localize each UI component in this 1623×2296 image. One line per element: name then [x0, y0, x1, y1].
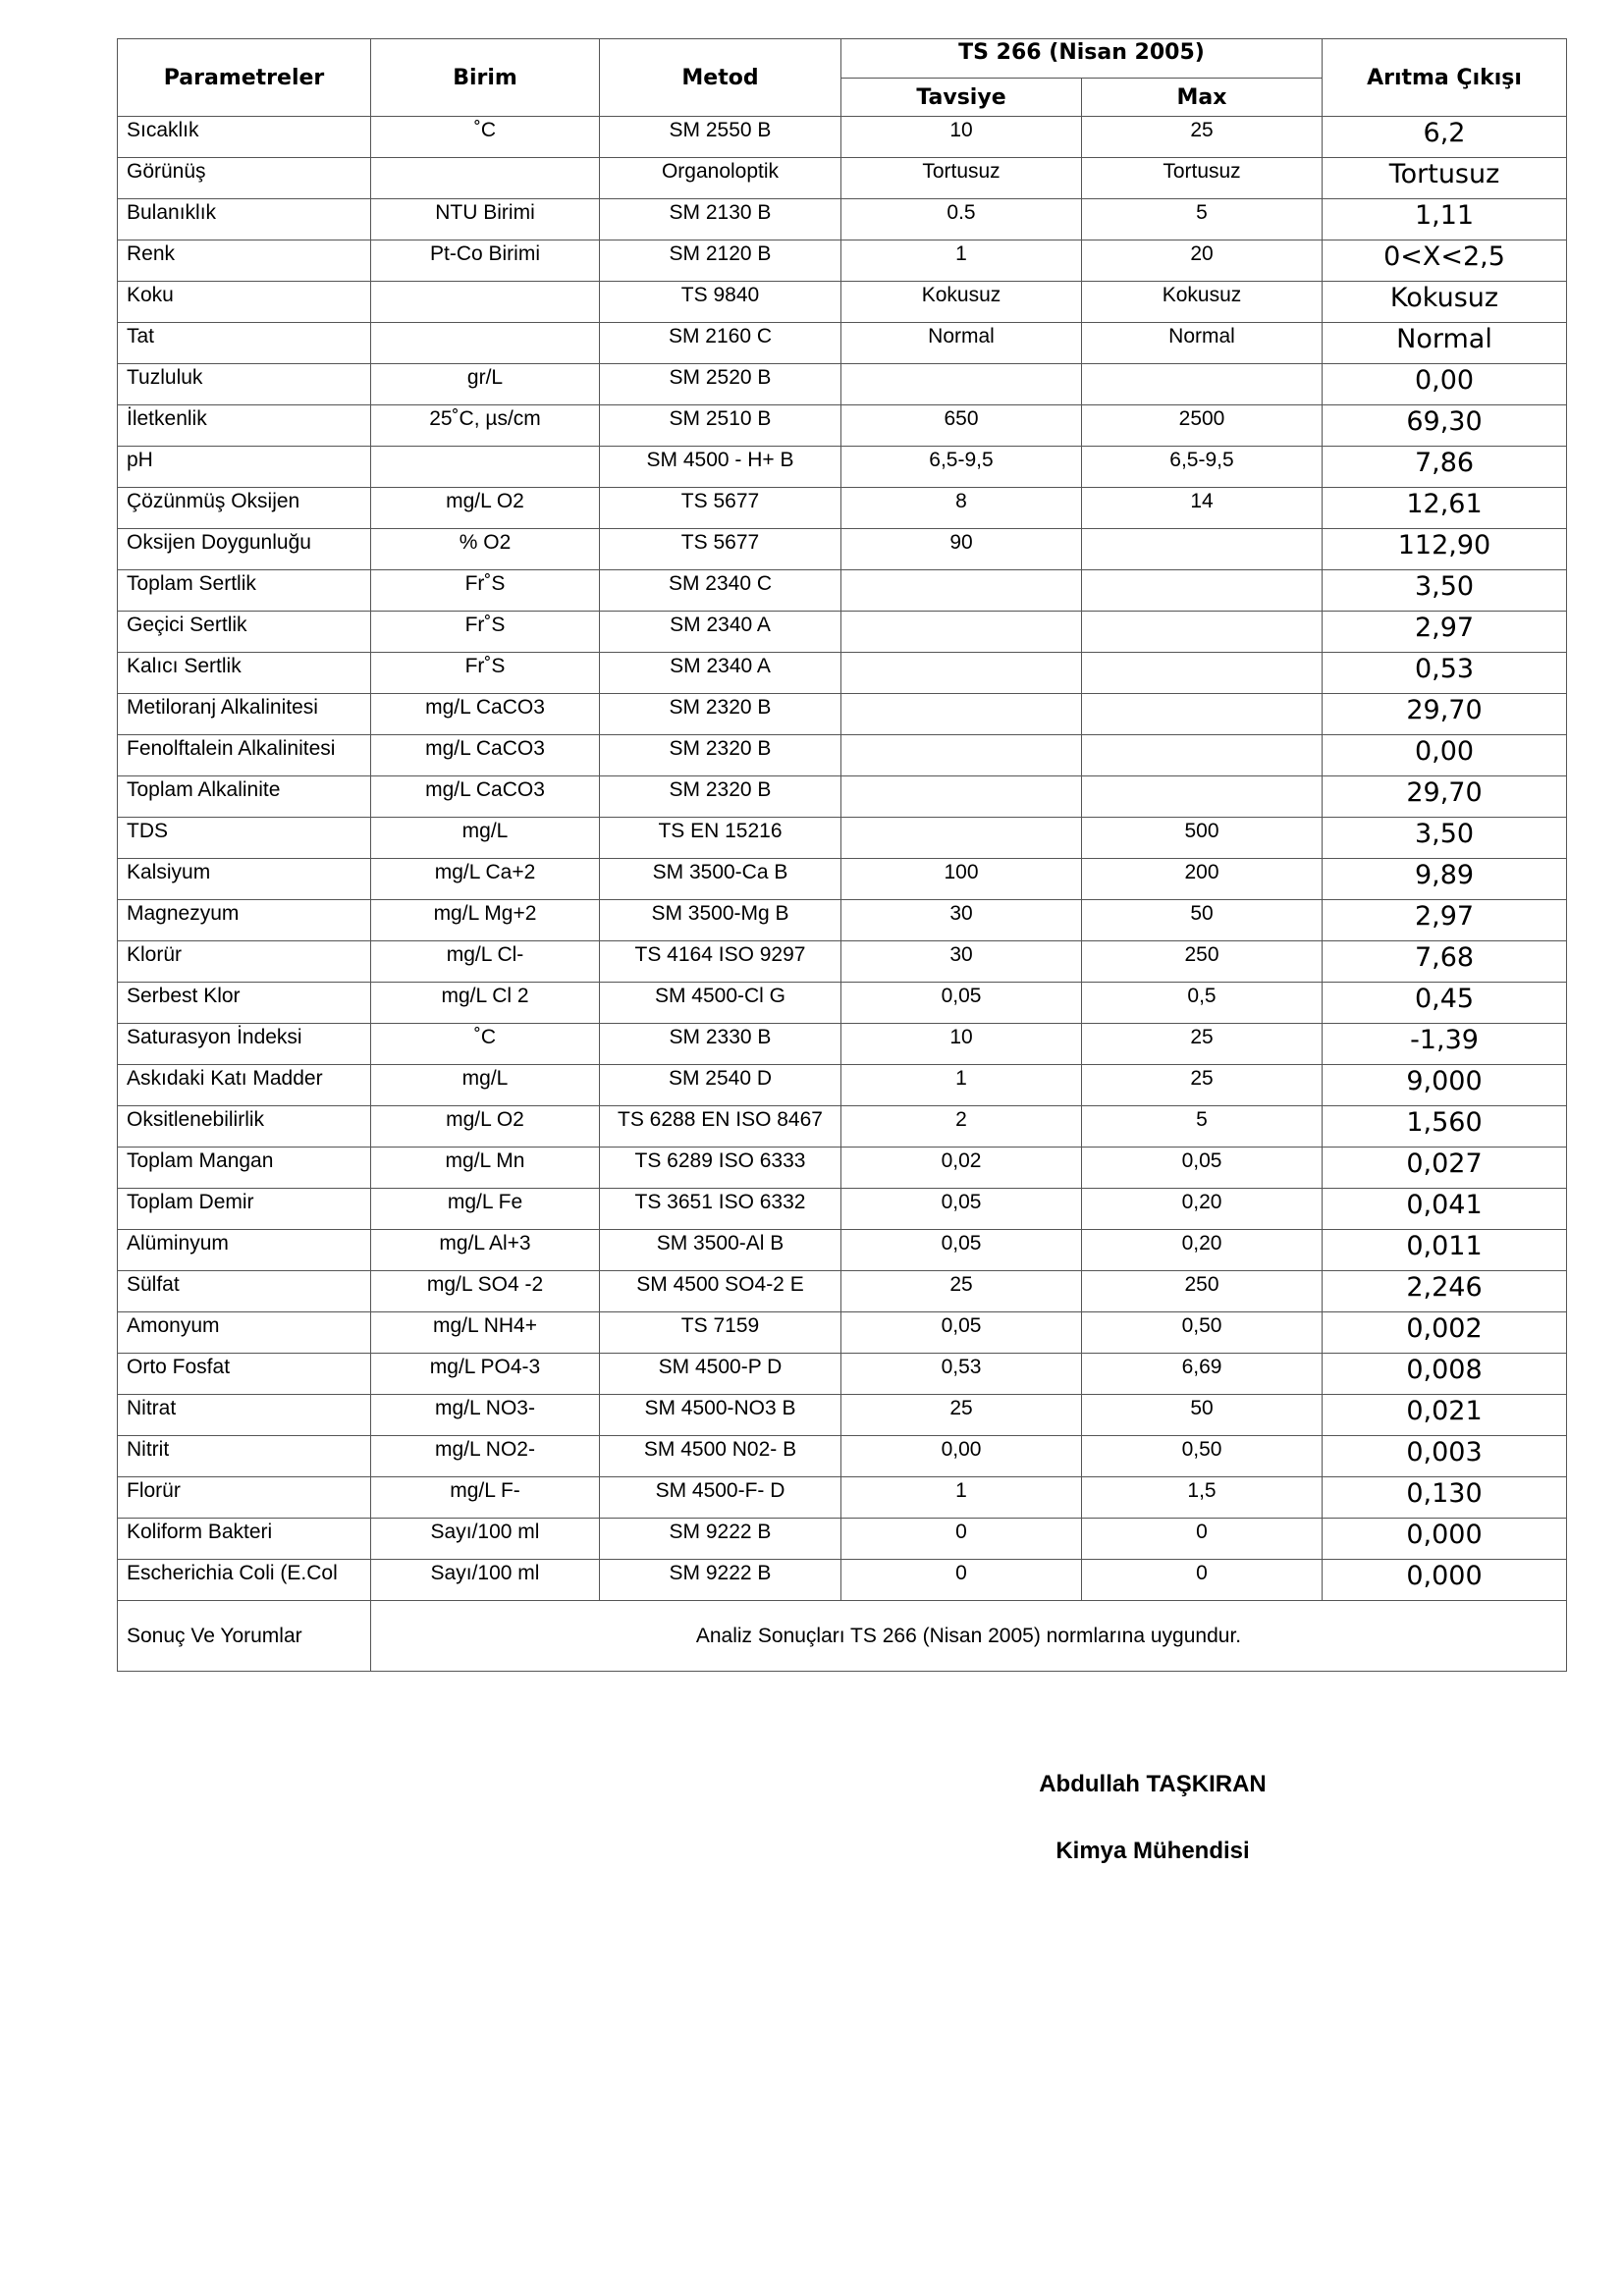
table-row — [118, 1477, 1567, 1519]
cell-result: 2,246 — [1323, 1271, 1567, 1312]
table-row — [118, 405, 1567, 447]
header-unit: Birim — [371, 39, 600, 117]
cell-parameter: Toplam Demir — [118, 1189, 371, 1230]
cell-recommended: 0,05 — [841, 1230, 1082, 1271]
cell-recommended: 0,00 — [841, 1436, 1082, 1477]
cell-method: TS 7159 — [600, 1312, 841, 1354]
cell-max: 0,05 — [1082, 1148, 1323, 1189]
cell-result: 0,041 — [1323, 1189, 1567, 1230]
cell-max: 0,20 — [1082, 1230, 1323, 1271]
cell-unit: 25˚C, µs/cm — [371, 405, 600, 447]
table-row — [118, 1106, 1567, 1148]
header-row — [118, 39, 1567, 79]
cell-result: 0,000 — [1323, 1519, 1567, 1560]
cell-max — [1082, 735, 1323, 776]
cell-result: 1,560 — [1323, 1106, 1567, 1148]
cell-recommended — [841, 612, 1082, 653]
cell-parameter: Oksitlenebilirlik — [118, 1106, 371, 1148]
cell-result: 6,2 — [1323, 117, 1567, 158]
cell-max: 0,50 — [1082, 1436, 1323, 1477]
cell-recommended: 10 — [841, 1024, 1082, 1065]
cell-recommended — [841, 735, 1082, 776]
cell-method: SM 2320 B — [600, 735, 841, 776]
cell-result: 0,011 — [1323, 1230, 1567, 1271]
cell-parameter: Florür — [118, 1477, 371, 1519]
cell-parameter: Saturasyon İndeksi — [118, 1024, 371, 1065]
cell-parameter: Escherichia Coli (E.Col — [118, 1560, 371, 1601]
cell-unit: mg/L — [371, 1065, 600, 1106]
cell-result: 112,90 — [1323, 529, 1567, 570]
cell-max — [1082, 364, 1323, 405]
cell-parameter: Çözünmüş Oksijen — [118, 488, 371, 529]
cell-parameter: Nitrat — [118, 1395, 371, 1436]
cell-max: 5 — [1082, 199, 1323, 240]
table-row — [118, 735, 1567, 776]
cell-method: SM 9222 B — [600, 1560, 841, 1601]
cell-result: 9,89 — [1323, 859, 1567, 900]
cell-unit: mg/L Al+3 — [371, 1230, 600, 1271]
cell-unit — [371, 447, 600, 488]
cell-recommended: 0 — [841, 1560, 1082, 1601]
signature-title: Kimya Mühendisi — [1055, 1838, 1250, 1864]
cell-max: 25 — [1082, 117, 1323, 158]
table-row — [118, 983, 1567, 1024]
cell-recommended: 30 — [841, 941, 1082, 983]
cell-method: SM 2320 B — [600, 694, 841, 735]
table-row — [118, 900, 1567, 941]
cell-method: SM 4500-Cl G — [600, 983, 841, 1024]
table-row — [118, 364, 1567, 405]
cell-parameter: Amonyum — [118, 1312, 371, 1354]
table-row — [118, 240, 1567, 282]
cell-unit — [371, 158, 600, 199]
cell-recommended: Kokusuz — [841, 282, 1082, 323]
cell-parameter: Sülfat — [118, 1271, 371, 1312]
cell-parameter: Fenolftalein Alkalinitesi — [118, 735, 371, 776]
summary-text: Analiz Sonuçları TS 266 (Nisan 2005) normlarına uygundur. — [371, 1601, 1567, 1672]
cell-parameter: Kalsiyum — [118, 859, 371, 900]
cell-unit: mg/L F- — [371, 1477, 600, 1519]
table-row — [118, 1312, 1567, 1354]
cell-max: 50 — [1082, 900, 1323, 941]
cell-max: Kokusuz — [1082, 282, 1323, 323]
cell-parameter: Toplam Sertlik — [118, 570, 371, 612]
cell-method: SM 4500-F- D — [600, 1477, 841, 1519]
cell-max: 250 — [1082, 941, 1323, 983]
cell-result: 2,97 — [1323, 612, 1567, 653]
table-row — [118, 776, 1567, 818]
cell-parameter: Tuzluluk — [118, 364, 371, 405]
cell-recommended: 650 — [841, 405, 1082, 447]
cell-result: 0,00 — [1323, 735, 1567, 776]
table-row — [118, 1189, 1567, 1230]
cell-recommended: 6,5-9,5 — [841, 447, 1082, 488]
cell-recommended: 1 — [841, 1477, 1082, 1519]
cell-parameter: Bulanıklık — [118, 199, 371, 240]
header-recommended: Tavsiye — [841, 79, 1082, 117]
cell-parameter: Askıdaki Katı Madder — [118, 1065, 371, 1106]
cell-result: Kokusuz — [1323, 282, 1567, 323]
cell-parameter: Metiloranj Alkalinitesi — [118, 694, 371, 735]
cell-unit: mg/L PO4-3 — [371, 1354, 600, 1395]
cell-recommended — [841, 694, 1082, 735]
cell-max — [1082, 694, 1323, 735]
cell-max: 200 — [1082, 859, 1323, 900]
cell-max — [1082, 776, 1323, 818]
cell-result: 29,70 — [1323, 776, 1567, 818]
table-row — [118, 323, 1567, 364]
signature-name: Abdullah TAŞKIRAN — [1039, 1771, 1267, 1797]
cell-max: 0 — [1082, 1519, 1323, 1560]
cell-recommended — [841, 818, 1082, 859]
cell-max: 500 — [1082, 818, 1323, 859]
cell-unit — [371, 282, 600, 323]
cell-method: TS EN 15216 — [600, 818, 841, 859]
cell-recommended — [841, 653, 1082, 694]
cell-recommended: 30 — [841, 900, 1082, 941]
table-row — [118, 653, 1567, 694]
cell-unit: mg/L Mn — [371, 1148, 600, 1189]
table-row — [118, 1436, 1567, 1477]
cell-method: SM 4500 SO4-2 E — [600, 1271, 841, 1312]
cell-recommended: 0,05 — [841, 983, 1082, 1024]
cell-method: SM 4500 N02- B — [600, 1436, 841, 1477]
table-row — [118, 488, 1567, 529]
header-standard: TS 266 (Nisan 2005) — [841, 39, 1323, 79]
cell-parameter: Magnezyum — [118, 900, 371, 941]
cell-parameter: TDS — [118, 818, 371, 859]
cell-result: 7,68 — [1323, 941, 1567, 983]
cell-unit: mg/L Cl- — [371, 941, 600, 983]
cell-max — [1082, 653, 1323, 694]
cell-recommended: 8 — [841, 488, 1082, 529]
cell-parameter: İletkenlik — [118, 405, 371, 447]
table-row — [118, 1560, 1567, 1601]
cell-method: SM 2340 A — [600, 612, 841, 653]
cell-parameter: Geçici Sertlik — [118, 612, 371, 653]
cell-result: 0,00 — [1323, 364, 1567, 405]
cell-recommended — [841, 364, 1082, 405]
cell-method: SM 4500-NO3 B — [600, 1395, 841, 1436]
cell-unit: mg/L — [371, 818, 600, 859]
table-row — [118, 1230, 1567, 1271]
cell-result: 0,021 — [1323, 1395, 1567, 1436]
cell-method: TS 9840 — [600, 282, 841, 323]
table-row — [118, 199, 1567, 240]
cell-method: SM 2330 B — [600, 1024, 841, 1065]
cell-unit: Sayı/100 ml — [371, 1519, 600, 1560]
table-row — [118, 694, 1567, 735]
cell-method: TS 3651 ISO 6332 — [600, 1189, 841, 1230]
cell-result: 1,11 — [1323, 199, 1567, 240]
cell-recommended: 0,02 — [841, 1148, 1082, 1189]
table-row — [118, 1354, 1567, 1395]
cell-result: 7,86 — [1323, 447, 1567, 488]
cell-max: Tortusuz — [1082, 158, 1323, 199]
cell-recommended: 2 — [841, 1106, 1082, 1148]
cell-max: 250 — [1082, 1271, 1323, 1312]
cell-parameter: Klorür — [118, 941, 371, 983]
cell-parameter: Koliform Bakteri — [118, 1519, 371, 1560]
cell-max — [1082, 570, 1323, 612]
table-row — [118, 859, 1567, 900]
cell-unit: NTU Birimi — [371, 199, 600, 240]
cell-recommended: 100 — [841, 859, 1082, 900]
cell-recommended: 0,53 — [841, 1354, 1082, 1395]
cell-result: -1,39 — [1323, 1024, 1567, 1065]
cell-method: SM 3500-Al B — [600, 1230, 841, 1271]
cell-unit: Fr˚S — [371, 653, 600, 694]
cell-unit: ˚C — [371, 1024, 600, 1065]
cell-parameter: Tat — [118, 323, 371, 364]
cell-recommended — [841, 776, 1082, 818]
cell-method: SM 4500-P D — [600, 1354, 841, 1395]
cell-recommended: 10 — [841, 117, 1082, 158]
cell-max: 25 — [1082, 1024, 1323, 1065]
cell-unit: mg/L CaCO3 — [371, 735, 600, 776]
cell-parameter: Görünüş — [118, 158, 371, 199]
cell-method: TS 5677 — [600, 529, 841, 570]
cell-result: 0<X<2,5 — [1323, 240, 1567, 282]
cell-method: SM 2120 B — [600, 240, 841, 282]
cell-parameter: pH — [118, 447, 371, 488]
cell-parameter: Toplam Alkalinite — [118, 776, 371, 818]
cell-recommended: Normal — [841, 323, 1082, 364]
cell-unit: gr/L — [371, 364, 600, 405]
cell-result: 9,000 — [1323, 1065, 1567, 1106]
table-row — [118, 447, 1567, 488]
cell-unit: % O2 — [371, 529, 600, 570]
cell-unit: Pt-Co Birimi — [371, 240, 600, 282]
cell-max: 5 — [1082, 1106, 1323, 1148]
cell-result: 69,30 — [1323, 405, 1567, 447]
cell-result: 29,70 — [1323, 694, 1567, 735]
cell-unit: mg/L NH4+ — [371, 1312, 600, 1354]
cell-parameter: Nitrit — [118, 1436, 371, 1477]
cell-recommended: 0,05 — [841, 1312, 1082, 1354]
cell-max — [1082, 529, 1323, 570]
cell-result: 3,50 — [1323, 818, 1567, 859]
cell-max: 14 — [1082, 488, 1323, 529]
cell-max: 25 — [1082, 1065, 1323, 1106]
cell-max: 0 — [1082, 1560, 1323, 1601]
cell-method: SM 2540 D — [600, 1065, 841, 1106]
cell-recommended: 25 — [841, 1271, 1082, 1312]
table-row — [118, 1024, 1567, 1065]
table-row — [118, 612, 1567, 653]
cell-max: 2500 — [1082, 405, 1323, 447]
cell-method: SM 9222 B — [600, 1519, 841, 1560]
cell-unit: mg/L CaCO3 — [371, 776, 600, 818]
cell-recommended: 0.5 — [841, 199, 1082, 240]
header-max: Max — [1082, 79, 1323, 117]
cell-max: 20 — [1082, 240, 1323, 282]
cell-max — [1082, 612, 1323, 653]
cell-unit: mg/L O2 — [371, 488, 600, 529]
header-result: Arıtma Çıkışı — [1323, 39, 1567, 117]
header-parameter: Parametreler — [118, 39, 371, 117]
cell-method: SM 2520 B — [600, 364, 841, 405]
cell-max: 6,69 — [1082, 1354, 1323, 1395]
cell-max: 0,5 — [1082, 983, 1323, 1024]
cell-parameter: Kalıcı Sertlik — [118, 653, 371, 694]
table-row — [118, 1519, 1567, 1560]
cell-recommended: 90 — [841, 529, 1082, 570]
cell-method: SM 3500-Ca B — [600, 859, 841, 900]
cell-method: SM 2550 B — [600, 117, 841, 158]
cell-unit: mg/L NO3- — [371, 1395, 600, 1436]
cell-recommended: Tortusuz — [841, 158, 1082, 199]
table-row — [118, 941, 1567, 983]
table-row — [118, 1395, 1567, 1436]
cell-unit: Sayı/100 ml — [371, 1560, 600, 1601]
cell-parameter: Toplam Mangan — [118, 1148, 371, 1189]
cell-method: SM 2340 C — [600, 570, 841, 612]
cell-result: 3,50 — [1323, 570, 1567, 612]
cell-max: Normal — [1082, 323, 1323, 364]
cell-max: 0,50 — [1082, 1312, 1323, 1354]
cell-result: 0,002 — [1323, 1312, 1567, 1354]
cell-method: SM 2340 A — [600, 653, 841, 694]
cell-parameter: Alüminyum — [118, 1230, 371, 1271]
cell-method: TS 5677 — [600, 488, 841, 529]
table-row — [118, 1148, 1567, 1189]
cell-method: SM 2510 B — [600, 405, 841, 447]
cell-unit — [371, 323, 600, 364]
cell-unit: mg/L Ca+2 — [371, 859, 600, 900]
cell-result: 0,008 — [1323, 1354, 1567, 1395]
cell-method: SM 2320 B — [600, 776, 841, 818]
table-row — [118, 529, 1567, 570]
cell-recommended: 1 — [841, 240, 1082, 282]
cell-unit: mg/L NO2- — [371, 1436, 600, 1477]
cell-method: TS 6288 EN ISO 8467 — [600, 1106, 841, 1148]
cell-unit: mg/L CaCO3 — [371, 694, 600, 735]
cell-method: Organoloptik — [600, 158, 841, 199]
cell-unit: ˚C — [371, 117, 600, 158]
cell-result: 0,130 — [1323, 1477, 1567, 1519]
cell-recommended: 25 — [841, 1395, 1082, 1436]
analysis-table — [117, 38, 1567, 1672]
table-row — [118, 1065, 1567, 1106]
cell-result: 12,61 — [1323, 488, 1567, 529]
header-method: Metod — [600, 39, 841, 117]
summary-label: Sonuç Ve Yorumlar — [118, 1601, 371, 1672]
cell-unit: mg/L O2 — [371, 1106, 600, 1148]
cell-recommended: 1 — [841, 1065, 1082, 1106]
cell-method: SM 2130 B — [600, 199, 841, 240]
cell-parameter: Serbest Klor — [118, 983, 371, 1024]
cell-recommended — [841, 570, 1082, 612]
cell-unit: Fr˚S — [371, 612, 600, 653]
cell-parameter: Orto Fosfat — [118, 1354, 371, 1395]
cell-result: 0,027 — [1323, 1148, 1567, 1189]
cell-max: 50 — [1082, 1395, 1323, 1436]
table-row — [118, 158, 1567, 199]
cell-recommended: 0,05 — [841, 1189, 1082, 1230]
table-row — [118, 570, 1567, 612]
cell-result: 0,45 — [1323, 983, 1567, 1024]
cell-unit: mg/L Cl 2 — [371, 983, 600, 1024]
cell-parameter: Renk — [118, 240, 371, 282]
cell-unit: Fr˚S — [371, 570, 600, 612]
cell-result: Tortusuz — [1323, 158, 1567, 199]
cell-unit: mg/L Fe — [371, 1189, 600, 1230]
cell-method: TS 4164 ISO 9297 — [600, 941, 841, 983]
cell-method: SM 4500 - H+ B — [600, 447, 841, 488]
cell-result: 2,97 — [1323, 900, 1567, 941]
table-row — [118, 117, 1567, 158]
cell-method: SM 2160 C — [600, 323, 841, 364]
cell-result: 0,003 — [1323, 1436, 1567, 1477]
cell-max: 6,5-9,5 — [1082, 447, 1323, 488]
cell-parameter: Koku — [118, 282, 371, 323]
cell-result: 0,000 — [1323, 1560, 1567, 1601]
cell-max: 1,5 — [1082, 1477, 1323, 1519]
table-body — [118, 117, 1567, 1601]
table-row — [118, 1271, 1567, 1312]
summary-row — [118, 1601, 1567, 1672]
table-row — [118, 818, 1567, 859]
cell-result: 0,53 — [1323, 653, 1567, 694]
cell-max: 0,20 — [1082, 1189, 1323, 1230]
table-row — [118, 282, 1567, 323]
cell-result: Normal — [1323, 323, 1567, 364]
cell-parameter: Oksijen Doygunluğu — [118, 529, 371, 570]
cell-unit: mg/L SO4 -2 — [371, 1271, 600, 1312]
cell-method: SM 3500-Mg B — [600, 900, 841, 941]
cell-recommended: 0 — [841, 1519, 1082, 1560]
cell-method: TS 6289 ISO 6333 — [600, 1148, 841, 1189]
cell-unit: mg/L Mg+2 — [371, 900, 600, 941]
cell-parameter: Sıcaklık — [118, 117, 371, 158]
